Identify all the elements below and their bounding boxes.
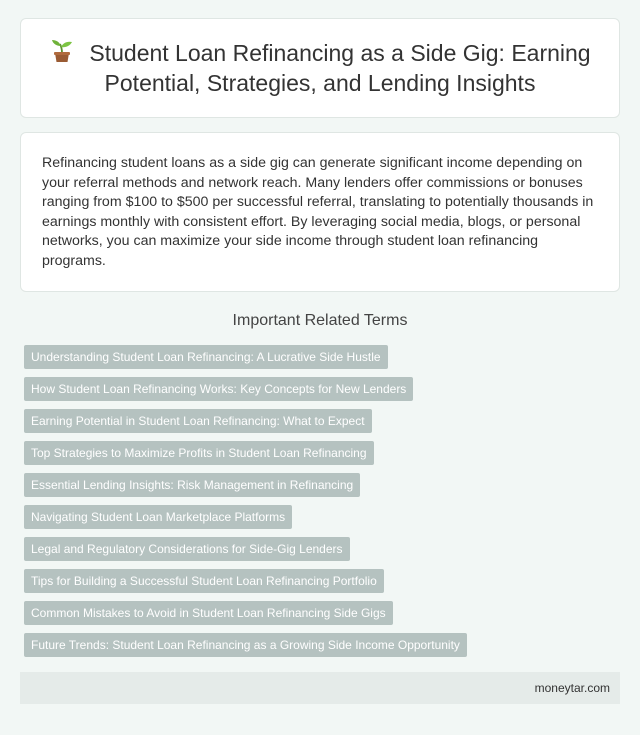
page-title-text: Student Loan Refinancing as a Side Gig: Earning Potential, Strategies, and Lending Insights — [89, 40, 591, 96]
list-item — [24, 505, 624, 537]
term-tag[interactable]: Earning Potential in Student Loan Refinancing: What to Expect — [24, 409, 372, 433]
term-tag[interactable]: Navigating Student Loan Marketplace Platforms — [24, 505, 292, 529]
term-tag[interactable]: Understanding Student Loan Refinancing: A Lucrative Side Hustle — [24, 345, 388, 369]
term-tag[interactable]: Legal and Regulatory Considerations for Side-Gig Lenders — [24, 537, 350, 561]
page-title — [45, 38, 595, 98]
intro-paragraph: Refinancing student loans as a side gig can generate significant income depending on your referral methods and network reach. Many lenders offer commissions or bonuses ranging from $100 to $500 per successful referral, translating to potentially thousands in earnings monthly with consistent effort. By leveraging social media, blogs, or personal networks, you can maximize your side income through student loan refinancing programs. — [42, 155, 594, 269]
list-item — [24, 377, 624, 409]
list-item — [24, 473, 624, 505]
term-tag[interactable]: Essential Lending Insights: Risk Management in Refinancing — [24, 473, 360, 497]
list-item — [24, 409, 624, 441]
intro-card — [20, 132, 620, 292]
related-terms-list — [24, 345, 624, 665]
term-tag[interactable]: Common Mistakes to Avoid in Student Loan Refinancing Side Gigs — [24, 601, 393, 625]
title-card — [20, 18, 620, 118]
list-item — [24, 537, 624, 569]
footer-site-link[interactable]: moneytar.com — [534, 681, 610, 695]
list-item — [24, 601, 624, 633]
term-tag[interactable]: Tips for Building a Successful Student Loan Refinancing Portfolio — [24, 569, 384, 593]
list-item — [24, 345, 624, 377]
term-tag[interactable]: Future Trends: Student Loan Refinancing as a Growing Side Income Opportunity — [24, 633, 467, 657]
related-terms-heading: Important Related Terms — [232, 312, 408, 329]
list-item — [24, 441, 624, 473]
list-item — [24, 633, 624, 665]
term-tag[interactable]: How Student Loan Refinancing Works: Key Concepts for New Lenders — [24, 377, 413, 401]
term-tag[interactable]: Top Strategies to Maximize Profits in Student Loan Refinancing — [24, 441, 374, 465]
list-item — [24, 569, 624, 601]
footer — [20, 672, 620, 704]
sprout-icon — [49, 38, 75, 64]
